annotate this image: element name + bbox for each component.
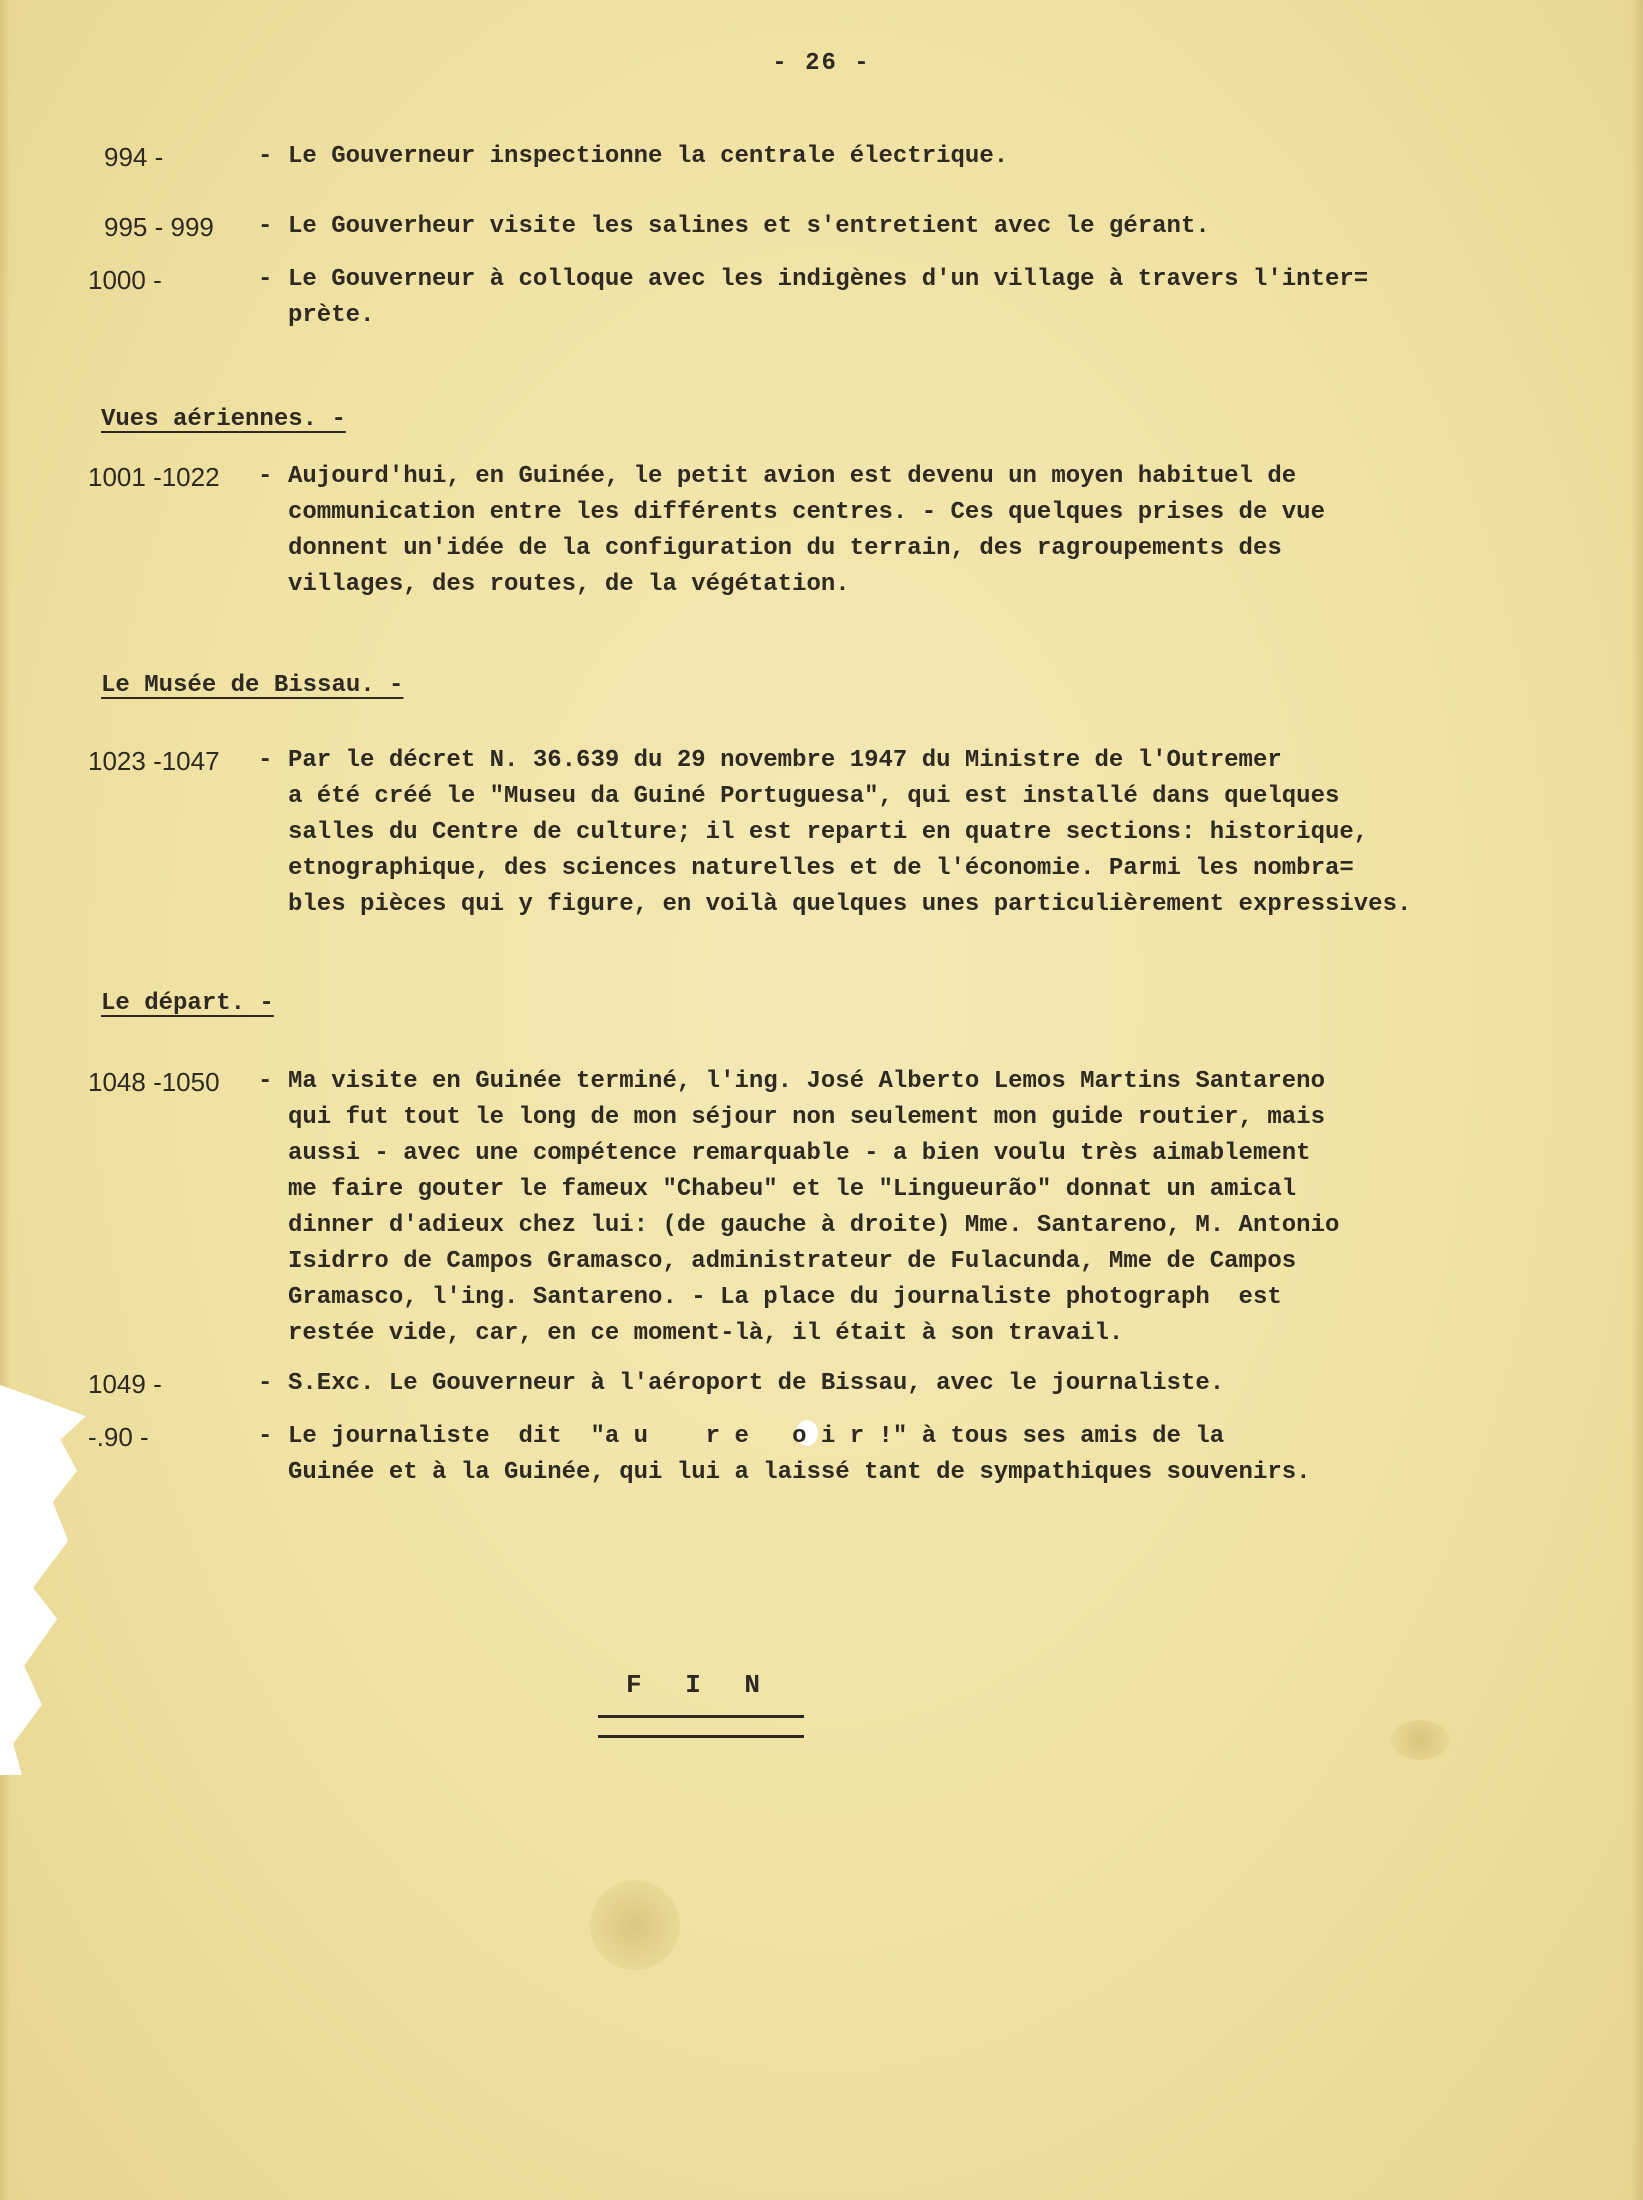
page-number: - 26 - [772, 50, 871, 77]
paper-stain [1390, 1720, 1450, 1760]
section-heading: Le départ. - [101, 990, 274, 1017]
entry-text: Par le décret N. 36.639 du 29 novembre 1947 du Ministre de l'Outremer a été créé le "Museu da Guiné Portuguesa", qui est installé dans quelques salles du Centre de culture; il est reparti en quatre sections: historique, etnographique, des sciences naturelles et de l'économie. Parmi les nombra= bles pièces qui y figure, en voilà quelques unes particulièrement expressives. [288, 747, 1412, 918]
entry-text: Ma visite en Guinée terminé, l'ing. José Alberto Lemos Martins Santareno qui fut tout le long de mon séjour non seulement mon guide routier, mais aussi - avec une compétence remarquable - a bien voulu très aimablement me faire gouter le fameux "Chabeu" et le "Lingueurão" donnat un amical dinner d'adieux chez lui: (de gauche à droite) Mme. Santareno, M. Antonio Isidrro de Campos Gramasco, administrateur de Fulacunda, Mme de Campos Gramasco, l'ing. Santareno. - La place du journaliste photograph est restée vide, car, en ce moment-là, il était à son travail. [288, 1068, 1340, 1347]
entry-text: Le Gouverneur à colloque avec les indigènes d'un village à travers l'inter= prète. [288, 266, 1369, 329]
paper-edge-right [1631, 0, 1643, 2200]
entry-text: Le Gouverheur visite les salines et s'entretient avec le gérant. [288, 213, 1210, 240]
section-heading: Le Musée de Bissau. - [101, 672, 404, 699]
entry-number: 994 - [104, 142, 164, 172]
entry-text: S.Exc. Le Gouverneur à l'aéroport de Bissau, avec le journaliste. [288, 1370, 1225, 1397]
paper-edge-left [0, 0, 10, 2200]
entry-text: Le Gouverneur inspectionne la centrale électrique. [288, 143, 1009, 170]
paper-stain [590, 1880, 680, 1970]
entry-number: 1001 -1022 [88, 462, 220, 492]
entry-number: 1049 - [88, 1369, 162, 1399]
entry-number: -.90 - [88, 1422, 149, 1452]
entry-number: 1048 -1050 [88, 1067, 220, 1097]
entry-dash: - [258, 463, 273, 490]
section-heading: Vues aériennes. - [101, 406, 346, 433]
entry-number: 995 - 999 [104, 212, 214, 242]
entry-dash: - [258, 1370, 273, 1397]
entry-dash: - [258, 1068, 273, 1095]
entry-number: 1000 - [88, 265, 162, 295]
entry-number: 1023 -1047 [88, 746, 220, 776]
entry-dash: - [258, 747, 273, 774]
entry-dash: - [258, 213, 273, 240]
entry-text: Aujourd'hui, en Guinée, le petit avion est devenu un moyen habituel de communication entre les différents centres. - Ces quelques prises de vue donnent un'idée de la configuration du terrain, des ragroupements des villages, des routes, de la végétation. [288, 463, 1325, 598]
entry-text: Le journaliste dit "a u r e o i r !" à tous ses amis de la Guinée et à la Guinée, qui lui a laissé tant de sympathiques souvenirs. [288, 1423, 1311, 1486]
entry-dash: - [258, 143, 273, 170]
end-rule [598, 1715, 804, 1718]
entry-dash: - [258, 1423, 273, 1450]
entry-dash: - [258, 266, 273, 293]
end-rule [598, 1735, 804, 1738]
end-label: F I N [625, 1670, 774, 1700]
